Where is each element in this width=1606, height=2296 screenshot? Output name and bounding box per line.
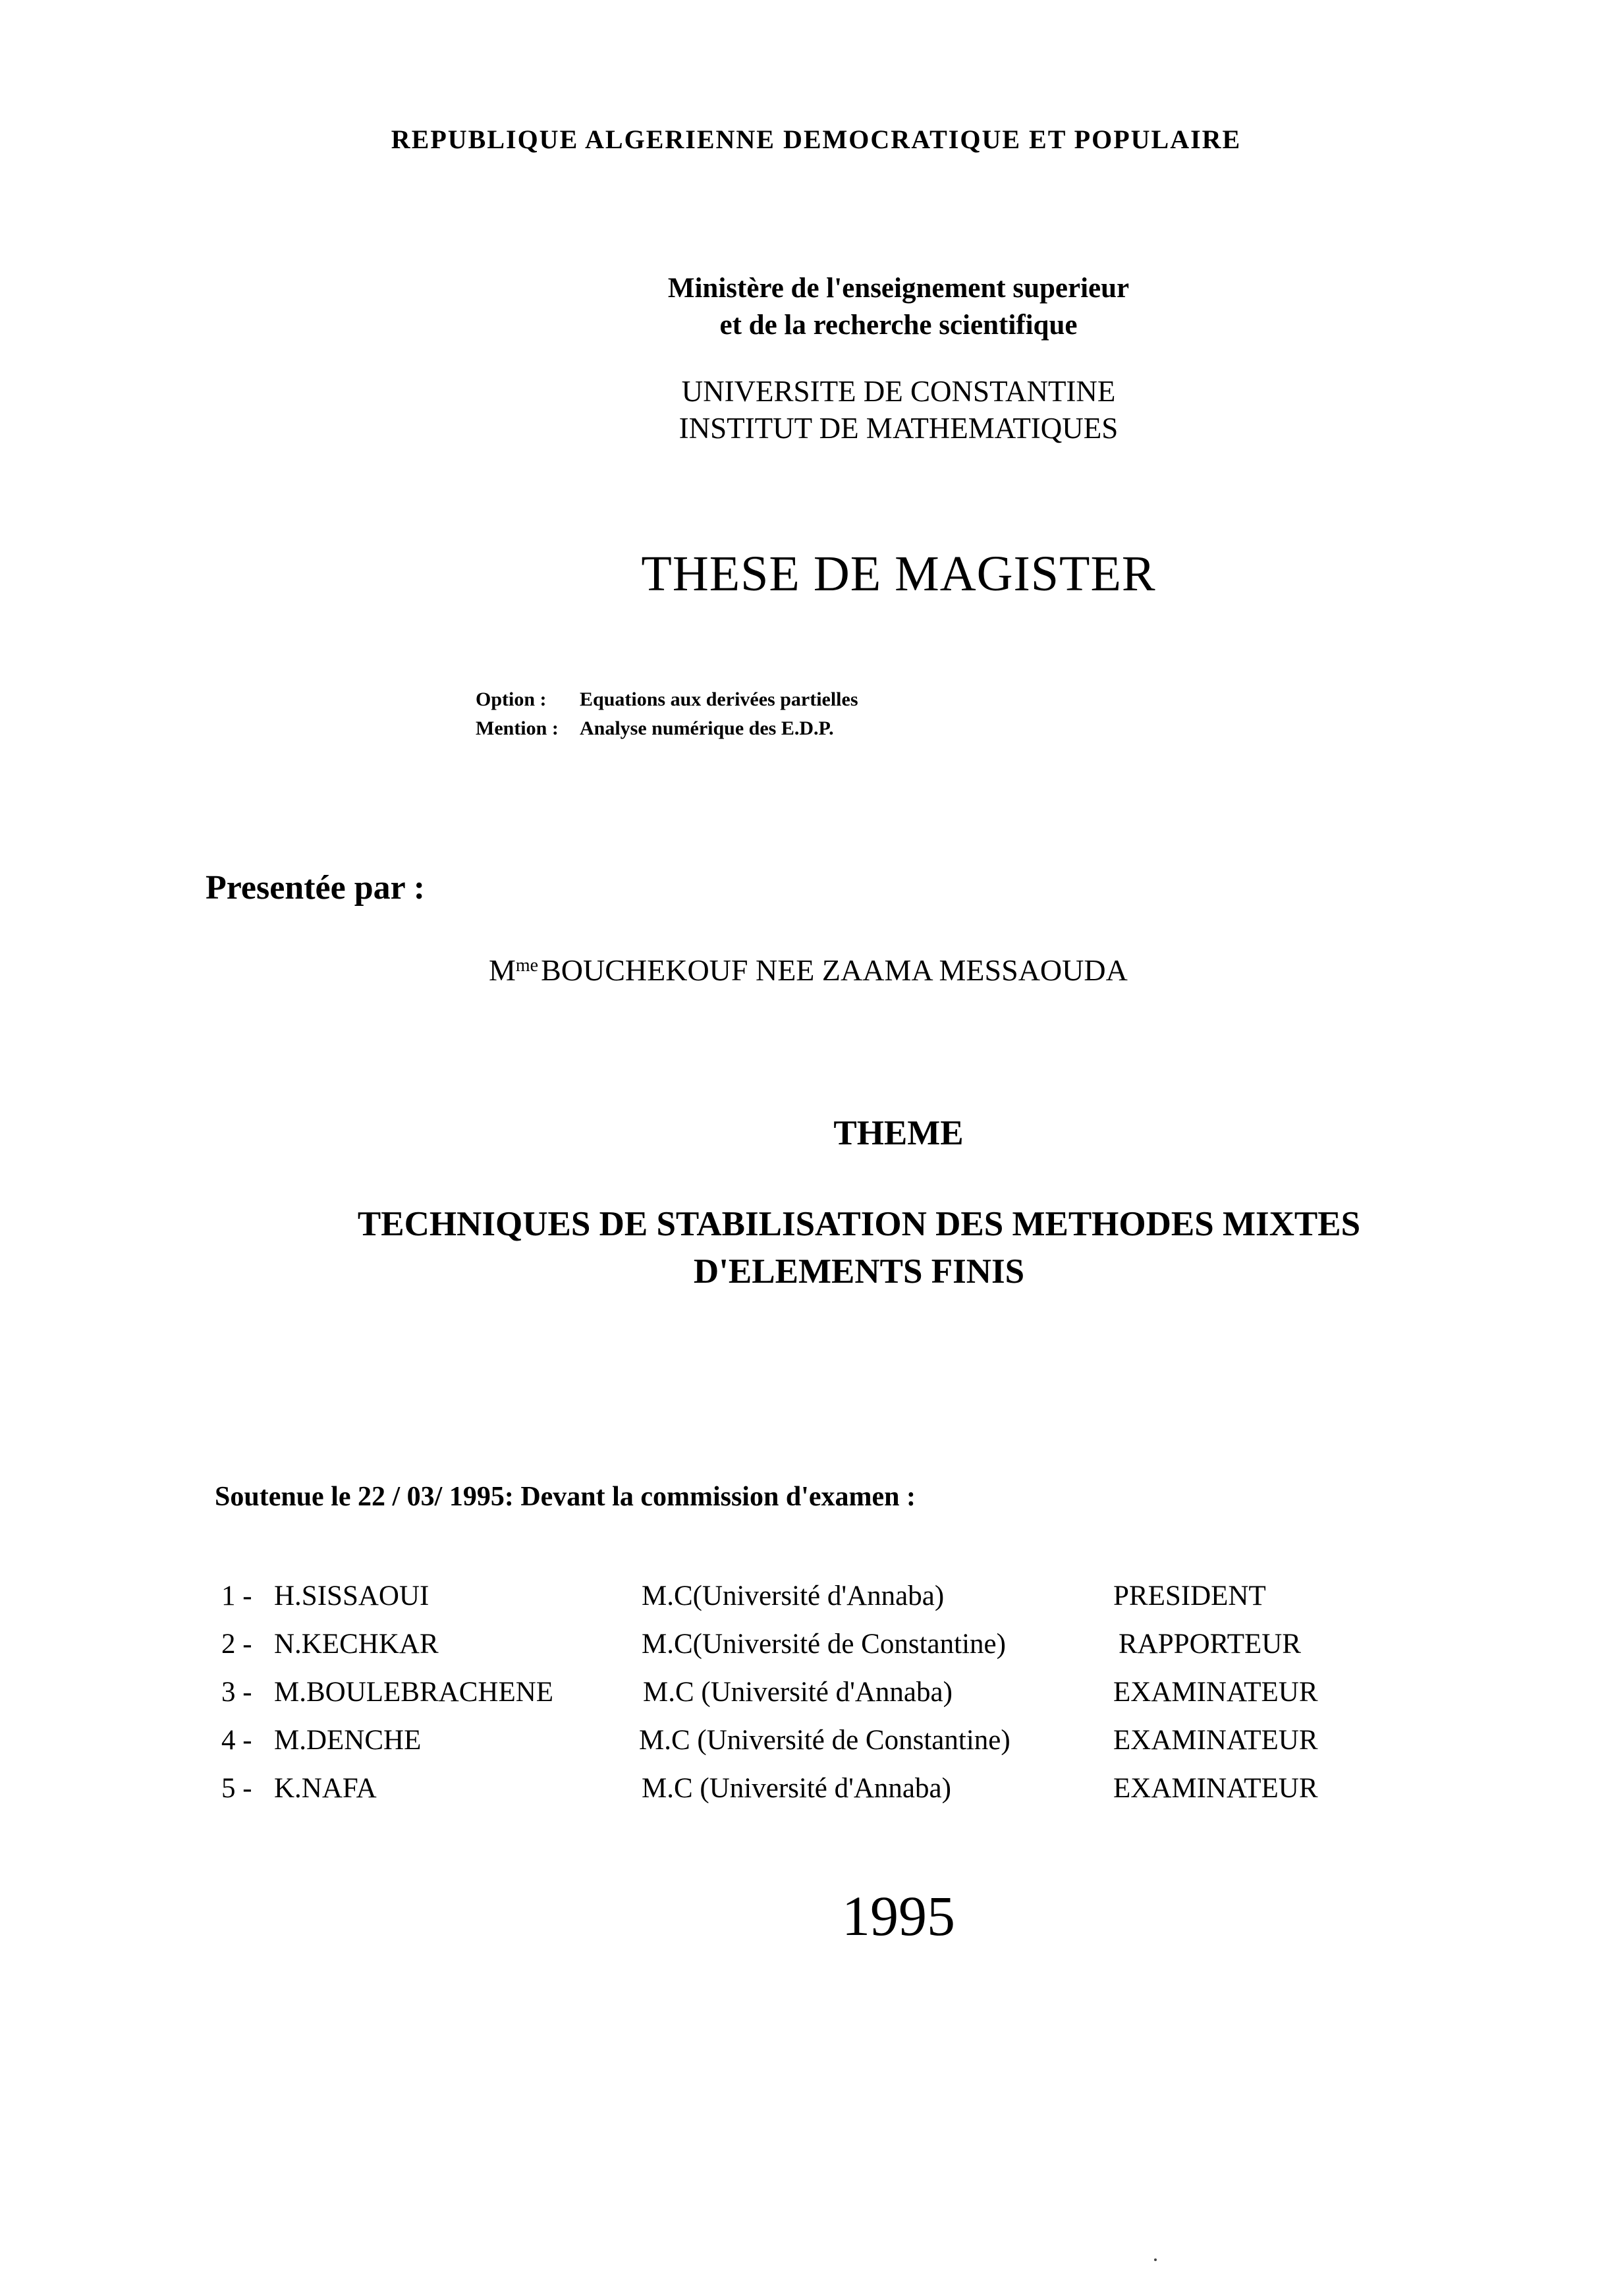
author-name [489, 953, 1128, 988]
presented-by-label: Presentée par : [206, 869, 426, 907]
scan-speck [1154, 2258, 1157, 2261]
defense-statement: Soutenue le 22 / 03/ 1995: Devant la commission d'examen : [215, 1482, 916, 1512]
ministry-block [0, 270, 1606, 344]
jury-affiliation: M.C (Université d'Annaba) [643, 1677, 953, 1708]
jury-affiliation: M.C(Université de Constantine) [642, 1629, 1006, 1660]
ministry-line-2: et de la recherche scientifique [719, 310, 1078, 341]
jury-role: EXAMINATEUR [1113, 1725, 1318, 1756]
author-full-name: BOUCHEKOUF NEE ZAAMA MESSAOUDA [541, 953, 1128, 987]
jury-number: 4 - [221, 1725, 252, 1756]
jury-number: 3 - [221, 1677, 252, 1708]
theme-label: THEME [833, 1114, 964, 1152]
jury-affiliation: M.C(Université d'Annaba) [642, 1581, 945, 1611]
author-title-sup: me [515, 955, 539, 976]
jury-affiliation: M.C (Université d'Annaba) [642, 1773, 951, 1804]
university-name: UNIVERSITE DE CONSTANTINE [681, 375, 1116, 408]
jury-affiliation: M.C (Université de Constantine) [639, 1725, 1011, 1756]
mention-row [476, 714, 858, 743]
institute-name: INSTITUT DE MATHEMATIQUES [678, 412, 1119, 445]
jury-role: RAPPORTEUR [1119, 1629, 1301, 1660]
republic-heading: REPUBLIQUE ALGERIENNE DEMOCRATIQUE ET POPULAIRE [391, 125, 1242, 154]
jury-role: EXAMINATEUR [1113, 1677, 1318, 1708]
option-mention-block [476, 685, 858, 743]
mention-label: Mention : [476, 717, 559, 739]
year: 1995 [842, 1884, 955, 1947]
jury-number: 2 - [221, 1629, 252, 1660]
jury-name: K.NAFA [274, 1773, 377, 1804]
ministry-line-1: Ministère de l'enseignement superieur [667, 273, 1130, 304]
theme-title-line-1: TECHNIQUES DE STABILISATION DES METHODES MIXTES [357, 1205, 1361, 1243]
jury-role: EXAMINATEUR [1113, 1773, 1318, 1804]
option-value: Equations aux derivées partielles [580, 688, 858, 710]
jury-number: 5 - [221, 1773, 252, 1804]
university-block [0, 373, 1606, 447]
option-row [476, 685, 858, 714]
author-title-prefix: M [489, 953, 516, 987]
jury-name: N.KECHKAR [274, 1629, 439, 1660]
theme-title [0, 1200, 1606, 1295]
thesis-title: THESE DE MAGISTER [641, 546, 1156, 602]
theme-title-line-2: D'ELEMENTS FINIS [693, 1252, 1025, 1291]
jury-number: 1 - [221, 1581, 252, 1611]
jury-role: PRESIDENT [1113, 1581, 1266, 1611]
jury-name: H.SISSAOUI [274, 1581, 429, 1611]
option-label: Option : [476, 688, 547, 710]
jury-name: M.DENCHE [274, 1725, 422, 1756]
jury-name: M.BOULEBRACHENE [274, 1677, 554, 1708]
mention-value: Analyse numérique des E.D.P. [580, 717, 834, 739]
